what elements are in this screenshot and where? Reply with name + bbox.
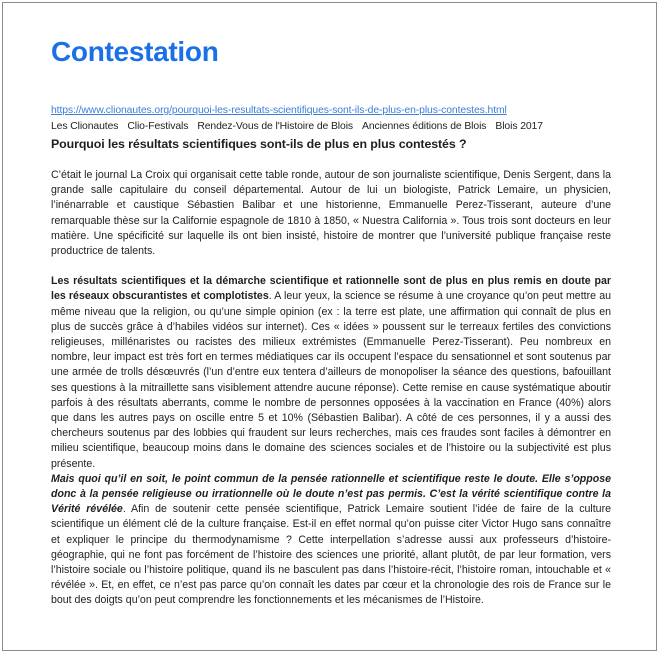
paragraph-bold-italic-lead: Mais quoi qu’il en soit, le point commun de la pensée rationnelle et scientifique reste le doute. Elle s’oppose donc à la pensée religieuse ou irrationnelle où le doute n’est pas permis. C’est la vérité scientifique contre la Vérité révélée xyxy=(51,472,611,516)
document-page xyxy=(2,2,657,651)
source-url-link[interactable]: https://www.clionautes.org/pourquoi-les-resultats-scientifiques-sont-ils-de-plus-en-plus-contestes.html xyxy=(51,105,507,116)
paragraph-bold-lead: Les résultats scientifiques et la démarche scientifique et rationnelle sont de plus en plus remis en doute par les réseaux obscurantistes et complotistes xyxy=(51,275,611,303)
page-title: Contestation xyxy=(51,36,219,67)
article-question-heading: Pourquoi les résultats scientifiques sont-ils de plus en plus contestés ? xyxy=(51,137,467,151)
article-header xyxy=(51,100,611,152)
breadcrumb xyxy=(51,120,611,133)
paragraph-text: . Afin de soutenir cette pensée scientifique, Patrick Lemaire soutient l’idée de faire de la culture scientifique un élément clé de la culture française. Est-il en effet normal qu’on puisse citer Victor Hugo sans connaître et expliquer le principe du thermodynamisme ? Cette interpellation s’adresse aussi aux professeurs d’histoire-géographie, qui ne font pas forcément de l’histoire des sciences une priorité, allant plutôt, de par leur formation, vers l’histoire sociale ou l’histoire politique, quand ils ne basculent pas dans l’histoire-récit, l’histoire roman, intouchable et « révélée ». Et, en effet, ce n’est pas parce qu’on connaît les dates par cœur et la chronologie des rois de France sur le bout des doigts qu’on peut comprendre les fonctionnements et les mécanismes de l’Histoire. xyxy=(51,503,611,607)
breadcrumb-item: Blois 2017 xyxy=(495,121,543,132)
breadcrumb-item: Clio-Festivals xyxy=(127,121,189,132)
body-paragraph-contestation xyxy=(51,274,611,472)
document-content xyxy=(3,3,656,609)
breadcrumb-item: Anciennes éditions de Blois xyxy=(362,121,487,132)
breadcrumb-item: Les Clionautes xyxy=(51,121,119,132)
breadcrumb-item: Rendez-Vous de l'Histoire de Blois xyxy=(197,121,353,132)
paragraph-text: . A leur yeux, la science se résume à une croyance qu’on peut mettre au même niveau que la religion, ou qu’une simple opinion (ex : la terre est plate, une affirmation qui connaît de plus en plus de succès grâce à d’habiles vidéos sur internet). Ces « idées » poussent sur le terreaux fertiles des convictions religieuses, millénaristes ou racistes des milieux extrémistes (Emmanuelle Perez-Tisserant). Peu nombreux en nombre, leur impact est très fort en termes médiatiques car ils occupent l’espace du sensationnel et sont soutenus par une armée de trolls désœuvrés (l’un d’entre eux tentera d’ailleurs de monopoliser la séance des questions, bafouillant ses questions à la mitraillette sans visiblement attendre aucune réponse). Cette remise en cause systématique aboutir parfois à des résultats aberrants, comme le nombre de personnes opposées à la vaccination en France (40%) alors que dans les autres pays on oscille entre 5 et 10% (Sébastien Balibar). A côté de ces personnes, il y a aussi des chercheurs soutenus par des lobbies qui fraudent sur leurs recherches, mais ces fraudes sont faciles à démontrer en milieu scientifique, beaucoup moins dans le domaine des sciences sociales et de l’histoire ou la subjectivité est plus présente. xyxy=(51,290,611,470)
article-body xyxy=(51,168,611,609)
body-paragraph-intro: C’était le journal La Croix qui organisait cette table ronde, autour de son journaliste scientifique, Denis Sergent, dans la grande salle capitulaire du conseil départemental. Autour de lui un biologiste, Patrick Lemaire, un physicien, l’inénarrable et caustique Sébastien Balibar et une historienne, Emmanuelle Perez-Tisserant, auteure d’une remarquable thèse sur la Californie espagnole de 1810 à 1850, « Nuestra California ». Tous trois sont docteurs en leur matière. Une spécificité sur laquelle ils ont bien insisté, histoire de montrer que l’université publique française reste productrice de talents. xyxy=(51,169,611,258)
body-paragraph-doute xyxy=(51,472,611,609)
